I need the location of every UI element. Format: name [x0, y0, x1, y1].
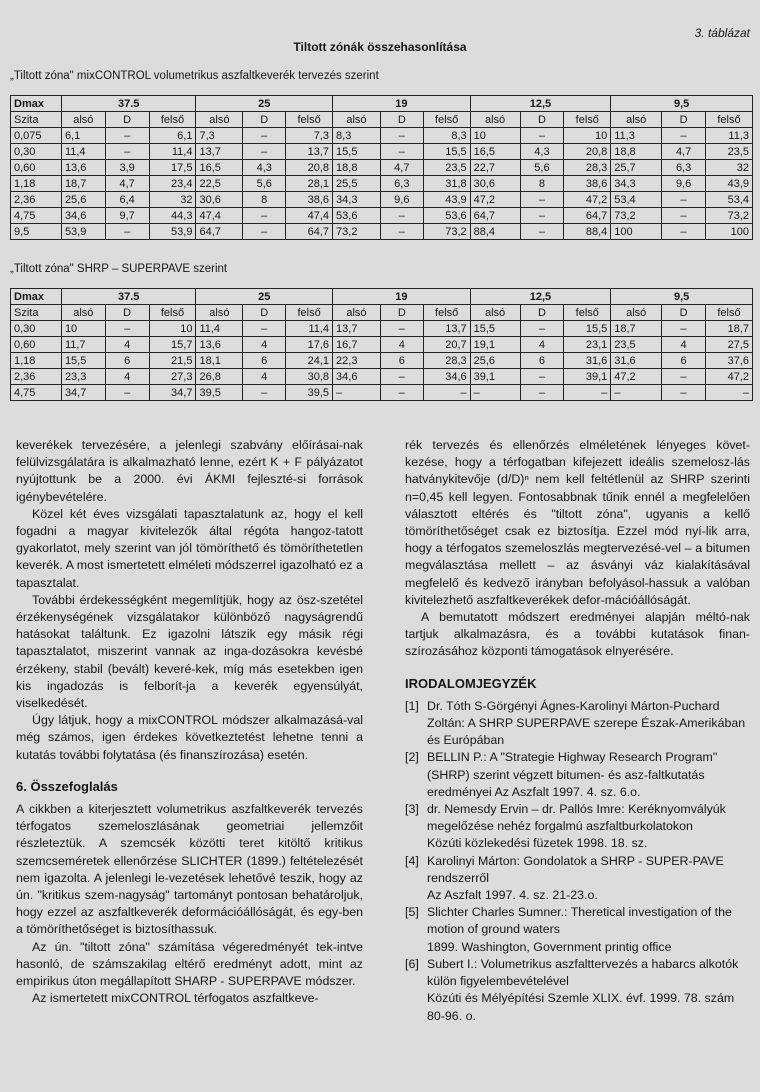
- table-cell: 13,6: [61, 160, 105, 176]
- table-cell: 15,5: [333, 144, 381, 160]
- sieve-size-cell: 0,30: [11, 144, 62, 160]
- table-cell: 100: [611, 224, 662, 240]
- column-header: felső: [423, 305, 470, 321]
- sieve-size-cell: 0,60: [11, 337, 62, 353]
- reference-line: Karolinyi Márton: Gondolatok a SHRP - SUPER-PAVE rendszerről: [427, 853, 724, 885]
- table-cell: 23,5: [706, 144, 753, 160]
- column-header: D: [520, 112, 564, 128]
- table-cell: 22,7: [470, 160, 520, 176]
- table-cell: –: [662, 192, 706, 208]
- table-cell: 53,9: [61, 224, 105, 240]
- table-cell: 64,7: [564, 208, 611, 224]
- paragraph: A bemutatott módszert eredményei alapján méltó-nak tartjuk alkalmazásra, és a további kutatások finan-szírozásához központi támogatások elnyerésére.: [405, 610, 750, 659]
- table-cell: 28,3: [423, 353, 470, 369]
- table-cell: 39,5: [196, 385, 243, 401]
- table-cell: 9,6: [380, 192, 423, 208]
- reference-list: [405, 698, 750, 1025]
- column-header: alsó: [61, 112, 105, 128]
- table-cell: –: [520, 385, 564, 401]
- column-header: felső: [149, 305, 196, 321]
- table-cell: 5,6: [520, 160, 564, 176]
- table-cell: 24,1: [286, 353, 333, 369]
- reference-item: [405, 749, 750, 801]
- dmax-group-header: 25: [196, 96, 333, 112]
- table-row: [11, 321, 753, 337]
- paragraph: További érdekességként megemlítjük, hogy az ösz-szetétel érzékenységének vizsgálatakor különböző nagyságrendű hatásokat találtunk. Ez igazolni látszik egy másik régi tapasztalatot, miszerint vannak az inga-dozásokra kevésbé érzékeny, stabil (bevált) keveré-kek, míg más esetekben igen kis ingadozás is felborít-ja a keverék egyensúlyát, viselkedését.: [16, 592, 363, 711]
- table-row: [11, 176, 753, 192]
- table-cell: 6: [243, 353, 286, 369]
- table-cell: 13,7: [286, 144, 333, 160]
- table-cell: 34,3: [611, 176, 662, 192]
- table-cell: –: [105, 385, 149, 401]
- table-cell: –: [662, 128, 706, 144]
- table-cell: –: [662, 369, 706, 385]
- table-cell: 32: [706, 160, 753, 176]
- column-header: felső: [564, 112, 611, 128]
- table-cell: 34,6: [61, 208, 105, 224]
- column-header: alsó: [333, 305, 381, 321]
- table-row: [11, 353, 753, 369]
- column-header: felső: [149, 112, 196, 128]
- table-cell: –: [611, 385, 662, 401]
- column-header: alsó: [611, 305, 662, 321]
- table-cell: 88,4: [564, 224, 611, 240]
- column-header: felső: [286, 305, 333, 321]
- table-cell: –: [380, 224, 423, 240]
- table-cell: 53,4: [706, 192, 753, 208]
- table-cell: 11,4: [61, 144, 105, 160]
- table-cell: 37,6: [706, 353, 753, 369]
- table-cell: –: [520, 128, 564, 144]
- reference-number: [2]: [405, 750, 419, 765]
- table-cell: 20,7: [423, 337, 470, 353]
- table-cell: 10: [61, 321, 105, 337]
- table-cell: 15,5: [423, 144, 470, 160]
- table-cell: 15,5: [564, 321, 611, 337]
- reference-number: [6]: [405, 956, 419, 971]
- table-cell: 23,5: [611, 337, 662, 353]
- reference-line: Subert I.: Volumetrikus aszfalttervezés a habarcs alkotók külön figyelembevételével: [427, 956, 739, 989]
- table-cell: –: [520, 321, 564, 337]
- column-header: D: [662, 112, 706, 128]
- table-row: [11, 337, 753, 353]
- reference-item: [405, 956, 750, 1025]
- table2-caption: „Tiltott zóna" SHRP – SUPERPAVE szerint: [10, 263, 228, 275]
- table-cell: 23,1: [564, 337, 611, 353]
- reference-line: Slichter Charles Sumner.: Theretical investigation of the motion of ground waters: [427, 905, 732, 937]
- table-cell: 34,3: [333, 192, 381, 208]
- dmax-group-header: 19: [333, 289, 471, 305]
- table-cell: 4: [243, 369, 286, 385]
- table-cell: 44,3: [149, 208, 196, 224]
- table-cell: 34,7: [61, 385, 105, 401]
- table-cell: 10: [564, 128, 611, 144]
- table-cell: 17,5: [149, 160, 196, 176]
- table-cell: –: [243, 128, 286, 144]
- dmax-group-header: 12,5: [470, 289, 611, 305]
- table-cell: 13,7: [196, 144, 243, 160]
- table-cell: 17,6: [286, 337, 333, 353]
- table-cell: 6: [380, 353, 423, 369]
- table-cell: 30,6: [196, 192, 243, 208]
- table-cell: 4,7: [105, 176, 149, 192]
- table-cell: 47,4: [286, 208, 333, 224]
- table-cell: –: [333, 385, 381, 401]
- table-row: [11, 208, 753, 224]
- references-heading: IRODALOMJEGYZÉK: [405, 675, 537, 691]
- sieve-size-cell: 1,18: [11, 353, 62, 369]
- table-cell: –: [470, 385, 520, 401]
- paragraph: A cikkben a kiterjesztett volumetrikus aszfaltkeverék tervezés térfogatos szemeloszlásának geometriai jellemzőit részleteztük. A szemcsék közötti teret kitöltő kritikus szemcseméretek ellenőrzése SLICHTER (1899.) feltételezését nem igazolta. A jelenlegi le-vezetések lehetővé teszik, hogy az ún. "kritikus szem-nagyság" tartományt pontosan behatároljuk, hogy ezzel az aszfaltkeverék deformációállóságát, és egy-ben a tömöríthetőséget is biztosíthassuk.: [16, 802, 363, 937]
- table-cell: 73,2: [706, 208, 753, 224]
- table-cell: 39,1: [564, 369, 611, 385]
- reference-line: dr. Nemesdy Ervin – dr. Pallós Imre: Keréknyomvályúk megelőzése nehéz forgalmú aszfaltburkolatokon: [427, 802, 726, 834]
- table-cell: –: [243, 224, 286, 240]
- table-cell: 100: [706, 224, 753, 240]
- column-header: felső: [423, 112, 470, 128]
- reference-number: [1]: [405, 698, 419, 713]
- reference-number: [3]: [405, 802, 419, 817]
- table-row: [11, 144, 753, 160]
- table-cell: 11,4: [286, 321, 333, 337]
- column-header: D: [380, 305, 423, 321]
- table-cell: 31,6: [564, 353, 611, 369]
- reference-number: [4]: [405, 853, 419, 868]
- table-cell: 18,8: [611, 144, 662, 160]
- reference-text: [427, 801, 750, 853]
- table-cell: 11,7: [61, 337, 105, 353]
- reference-text: [427, 749, 750, 801]
- table-cell: 34,6: [423, 369, 470, 385]
- table-cell: 6: [520, 353, 564, 369]
- table-cell: 28,1: [286, 176, 333, 192]
- table-cell: –: [105, 128, 149, 144]
- table-row: [11, 160, 753, 176]
- table-cell: 73,2: [333, 224, 381, 240]
- dmax-group-header: 25: [196, 289, 333, 305]
- table-cell: –: [243, 208, 286, 224]
- table-cell: 22,5: [196, 176, 243, 192]
- reference-number: [5]: [405, 905, 419, 920]
- table-cell: 47,2: [470, 192, 520, 208]
- column-header: alsó: [470, 112, 520, 128]
- table-cell: 38,6: [286, 192, 333, 208]
- table-cell: 11,4: [196, 321, 243, 337]
- column-header: felső: [564, 305, 611, 321]
- reference-item: [405, 698, 750, 750]
- table-row: [11, 224, 753, 240]
- table-row: [11, 369, 753, 385]
- table-cell: 4: [105, 369, 149, 385]
- dmax-group-header: 9,5: [611, 96, 753, 112]
- table-cell: 16,5: [196, 160, 243, 176]
- table-cell: 53,6: [423, 208, 470, 224]
- table-cell: 53,9: [149, 224, 196, 240]
- table-cell: 15,7: [149, 337, 196, 353]
- reference-text: [427, 956, 750, 1025]
- table-cell: 22,3: [333, 353, 381, 369]
- table-cell: 13,7: [423, 321, 470, 337]
- left-column: [16, 437, 363, 1008]
- table-cell: 11,4: [149, 144, 196, 160]
- dmax-header: Dmax: [11, 96, 62, 112]
- column-header: felső: [286, 112, 333, 128]
- paragraph: Az ún. "tiltott zóna" számítása végeredményét tek-intve hasonló, de számszakilag eltérő eredményt adott, mint az empirikus úton megállapított SHARP - SUPERPAVE módszer.: [16, 939, 363, 989]
- table-cell: –: [662, 224, 706, 240]
- table-cell: 9,6: [662, 176, 706, 192]
- table-cell: 6,4: [105, 192, 149, 208]
- sieve-size-cell: 0,60: [11, 160, 62, 176]
- table-cell: 23,3: [61, 369, 105, 385]
- table-cell: 8,3: [333, 128, 381, 144]
- table-cell: 13,7: [333, 321, 381, 337]
- table-cell: 27,3: [149, 369, 196, 385]
- column-header: D: [105, 305, 149, 321]
- table-cell: 20,8: [564, 144, 611, 160]
- paragraph: Közel két éves vizsgálati tapasztalatunk az, hogy el kell fogadni a magyar kivitelezők által régóta hangoz-tatott gyakorlatot, mely szerint van jól tömöríthető és tömöríthetetlen keverék. A most ismertetett elméleti módszerrel igazolható ez a tapasztalat.: [16, 506, 363, 590]
- table-cell: 47,2: [706, 369, 753, 385]
- reference-item: [405, 801, 750, 853]
- reference-item: [405, 853, 750, 905]
- table-cell: –: [105, 224, 149, 240]
- table-cell: 6,3: [380, 176, 423, 192]
- table-cell: 18,7: [611, 321, 662, 337]
- table-cell: 4: [380, 337, 423, 353]
- table-cell: 6: [662, 353, 706, 369]
- table-cell: 64,7: [286, 224, 333, 240]
- paragraph: Úgy látjuk, hogy a mixCONTROL módszer alkalmazásá-val még számos, igen érdekes következtetést lehetne tenni a kutatás további folytatása (és finanszírozása) esetén.: [16, 713, 363, 762]
- table-cell: 23,4: [149, 176, 196, 192]
- table-cell: 7,3: [286, 128, 333, 144]
- table-cell: 64,7: [470, 208, 520, 224]
- table-cell: 25,7: [611, 160, 662, 176]
- table-cell: 39,5: [286, 385, 333, 401]
- reference-text: [427, 904, 750, 956]
- table-cell: 53,4: [611, 192, 662, 208]
- table-cell: 18,7: [706, 321, 753, 337]
- table-cell: 18,8: [333, 160, 381, 176]
- table-cell: –: [520, 208, 564, 224]
- table-cell: 15,5: [470, 321, 520, 337]
- table-cell: 43,9: [706, 176, 753, 192]
- table-cell: 47,2: [564, 192, 611, 208]
- table-cell: 25,5: [333, 176, 381, 192]
- dmax-header: Dmax: [11, 289, 62, 305]
- table-cell: 31,6: [611, 353, 662, 369]
- table-cell: –: [520, 224, 564, 240]
- table-cell: 3,9: [105, 160, 149, 176]
- column-header: Szita: [11, 305, 62, 321]
- table-cell: 20,8: [286, 160, 333, 176]
- table-title: Tiltott zónák összehasonlítása: [293, 40, 467, 54]
- table-cell: 15,5: [61, 353, 105, 369]
- table-cell: 26,8: [196, 369, 243, 385]
- table-cell: –: [662, 321, 706, 337]
- table-cell: 8: [520, 176, 564, 192]
- dmax-group-header: 19: [333, 96, 471, 112]
- sieve-size-cell: 0,30: [11, 321, 62, 337]
- table-cell: 4: [105, 337, 149, 353]
- column-header: felső: [706, 112, 753, 128]
- table-cell: 11,3: [611, 128, 662, 144]
- table-cell: 11,3: [706, 128, 753, 144]
- reference-text: [427, 698, 750, 750]
- sieve-size-cell: 2,36: [11, 192, 62, 208]
- reference-item: [405, 904, 750, 956]
- table-cell: 13,6: [196, 337, 243, 353]
- table-cell: 27,5: [706, 337, 753, 353]
- table-cell: 6,1: [61, 128, 105, 144]
- dmax-group-header: 37.5: [61, 289, 196, 305]
- reference-line: 1899. Washington, Government printig office: [427, 939, 672, 954]
- table-cell: 9,7: [105, 208, 149, 224]
- table-cell: 8,3: [423, 128, 470, 144]
- sieve-size-cell: 2,36: [11, 369, 62, 385]
- paragraph: keverékek tervezésére, a jelenlegi szabvány előírásai-nak felülvizsgálatára is alkalmazható lenne, ezért K + F pályázatot nyújtottunk be a 2000. évi ÁKMI fejleszté-si források igénybevételére.: [16, 438, 363, 504]
- table-cell: 4: [662, 337, 706, 353]
- table-cell: 23,5: [423, 160, 470, 176]
- table-cell: –: [662, 208, 706, 224]
- table-row: [11, 385, 753, 401]
- table-cell: 88,4: [470, 224, 520, 240]
- table-cell: 6,1: [149, 128, 196, 144]
- column-header: alsó: [61, 305, 105, 321]
- table-cell: –: [380, 144, 423, 160]
- column-header: D: [243, 305, 286, 321]
- table-superpave: [10, 288, 753, 401]
- column-header: alsó: [333, 112, 381, 128]
- column-header: D: [520, 305, 564, 321]
- table-row: [11, 128, 753, 144]
- column-header: D: [662, 305, 706, 321]
- section-heading: 6. Összefoglalás: [16, 778, 118, 794]
- table-cell: –: [423, 385, 470, 401]
- table-cell: –: [520, 192, 564, 208]
- dmax-group-header: 37.5: [61, 96, 196, 112]
- table-cell: 4,7: [380, 160, 423, 176]
- table-cell: 16,7: [333, 337, 381, 353]
- table-number: 3. táblázat: [694, 26, 750, 40]
- table-cell: –: [520, 369, 564, 385]
- table-cell: –: [564, 385, 611, 401]
- table-cell: 6: [105, 353, 149, 369]
- sieve-size-cell: 4,75: [11, 208, 62, 224]
- reference-line: Közúti és Mélyépítési Szemle XLIX. évf. 1999. 78. szám 80-96. o.: [427, 991, 735, 1023]
- table-cell: 73,2: [611, 208, 662, 224]
- table-cell: –: [243, 144, 286, 160]
- right-column: [405, 437, 750, 1025]
- column-header: D: [380, 112, 423, 128]
- dmax-group-header: 12,5: [470, 96, 611, 112]
- reference-line: Dr. Tóth S-Görgényi Ágnes-Karolinyi Márton-Puchard Zoltán: A SHRP SUPERPAVE szerepe Észak-Amerikában és Európában: [427, 698, 746, 748]
- table-cell: 34,6: [333, 369, 381, 385]
- table-cell: 5,6: [243, 176, 286, 192]
- table-cell: 39,1: [470, 369, 520, 385]
- table-cell: 43,9: [423, 192, 470, 208]
- paragraph: Az ismertetett mixCONTROL térfogatos aszfaltkeve-: [32, 991, 319, 1006]
- column-header: alsó: [470, 305, 520, 321]
- table-cell: –: [380, 128, 423, 144]
- table-cell: 4,3: [243, 160, 286, 176]
- table-cell: 10: [149, 321, 196, 337]
- table-cell: 4: [243, 337, 286, 353]
- table-cell: 34,7: [149, 385, 196, 401]
- sieve-size-cell: 1,18: [11, 176, 62, 192]
- table-cell: 30,8: [286, 369, 333, 385]
- table-cell: 30,6: [470, 176, 520, 192]
- table-cell: 38,6: [564, 176, 611, 192]
- table-cell: 8: [243, 192, 286, 208]
- table-cell: 4,3: [520, 144, 564, 160]
- reference-line: BELLIN P.: A "Strategie Highway Research Program" (SHRP) szerint végzett bitumen- és asz-faltkutatás eredményei Az Aszfalt 1997. 4. sz. 6.o.: [427, 750, 718, 799]
- table-cell: 47,2: [611, 369, 662, 385]
- table-cell: –: [380, 208, 423, 224]
- table-cell: 73,2: [423, 224, 470, 240]
- column-header: Szita: [11, 112, 62, 128]
- table-cell: 4,7: [662, 144, 706, 160]
- table-cell: –: [662, 385, 706, 401]
- reference-text: [427, 853, 750, 905]
- column-header: D: [105, 112, 149, 128]
- table-cell: –: [380, 369, 423, 385]
- table-cell: –: [380, 385, 423, 401]
- column-header: alsó: [196, 305, 243, 321]
- table-cell: –: [706, 385, 753, 401]
- table1-caption: „Tiltott zóna" mixCONTROL volumetrikus aszfaltkeverék tervezés szerint: [10, 70, 379, 82]
- reference-line: Közúti közlekedési füzetek 1998. 18. sz.: [427, 836, 648, 851]
- table-cell: 25,6: [470, 353, 520, 369]
- table-cell: 10: [470, 128, 520, 144]
- table-cell: 53,6: [333, 208, 381, 224]
- table-cell: –: [105, 144, 149, 160]
- table-cell: 6,3: [662, 160, 706, 176]
- table-cell: –: [243, 385, 286, 401]
- sieve-size-cell: 0,075: [11, 128, 62, 144]
- table-cell: –: [243, 321, 286, 337]
- table-cell: 47,4: [196, 208, 243, 224]
- column-header: alsó: [196, 112, 243, 128]
- column-header: D: [243, 112, 286, 128]
- column-header: felső: [706, 305, 753, 321]
- table-cell: –: [380, 321, 423, 337]
- table-cell: 18,1: [196, 353, 243, 369]
- sieve-size-cell: 4,75: [11, 385, 62, 401]
- table-cell: 64,7: [196, 224, 243, 240]
- table-cell: 31,8: [423, 176, 470, 192]
- table-cell: 19,1: [470, 337, 520, 353]
- paragraph: rék tervezés és ellenőrzés elméletének lényeges követ-kezése, hogy a térfogatban kifejezett ideális szemelosz-lás hatványkitevője (d/D)ⁿ nem kell feltétlenül az SHRP szerinti n=0,45 kell legyen. Fontosabbnak tűnik ennél a megfelelően választott eltérés és "tiltott zóna", ugyanis a kellő tömöríthetőséget csak ez biztosítja. Ezzel mód nyí-lik arra, hogy a térfogatos szemeloszlás megtervezésé-vel – a bitumen megválasztása mellett – az ásványi váz kialakításával megfelelő és kedvező irányban befolyásol-hassuk a valóban kivitelezhető aszfaltkeverékek defor-mációállóságát.: [405, 438, 750, 607]
- table-cell: 32: [149, 192, 196, 208]
- table-cell: 18,7: [61, 176, 105, 192]
- table-cell: 7,3: [196, 128, 243, 144]
- reference-line: Az Aszfalt 1997. 4. sz. 21-23.o.: [427, 888, 598, 903]
- table-mixcontrol: [10, 95, 753, 240]
- table-cell: 28,3: [564, 160, 611, 176]
- table-cell: 25,6: [61, 192, 105, 208]
- table-cell: –: [105, 321, 149, 337]
- sieve-size-cell: 9,5: [11, 224, 62, 240]
- table-row: [11, 192, 753, 208]
- table-cell: 21,5: [149, 353, 196, 369]
- column-header: alsó: [611, 112, 662, 128]
- table-cell: 4: [520, 337, 564, 353]
- table-cell: 16,5: [470, 144, 520, 160]
- dmax-group-header: 9,5: [611, 289, 753, 305]
